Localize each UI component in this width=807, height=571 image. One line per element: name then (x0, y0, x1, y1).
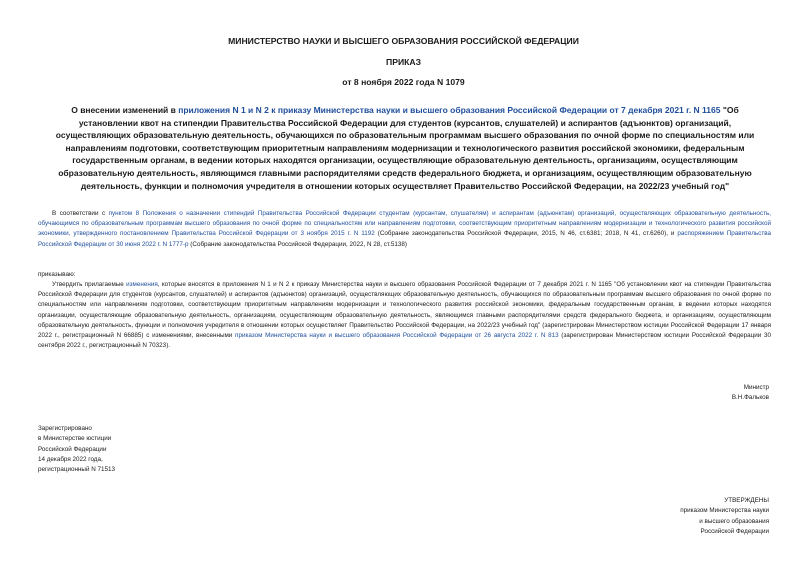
approve-text-2: , которые вносятся в приложения N 1 и N 2 к приказу Министерства науки и высшего образования Российской Федерации от 7 декабря 2021 г. N 1165 "Об установлении квот на стипендии Правительства Российской Федерации для студентов (курсантов, слушателей) и аспирантов (адъюнктов) организаций, осуществляющих образовательную деятельность, обучающихся по образовательным программам высшего образования по очной форме по специальностям или направлениям подготовки, соответствующим приоритетным направлениям модернизации и технологического развития российской экономики, федеральным государственным органам, в ведении которых находятся организации, осуществляющие образовательную деятельность, организациям, осуществляющим образовательную деятельность, являющимся главными распорядителями средств федерального бюджета, и организациям, осуществляющим образовательную деятельность, функции и полномочия учредителя в отношении которых осуществляет Правительство Российской Федерации, на 2022/23 учебный год" (зарегистрирован Министерством юстиции Российской Федерации 17 января 2022 г., регистрационный N 66885) с изменениями, внесенными (38, 281, 771, 340)
basis-text-3: (Собрание законодательства Российской Федерации, 2022, N 28, ст.5138) (188, 240, 407, 248)
basis-paragraph (38, 209, 771, 250)
approve-link-2[interactable]: приказом Министерства науки и высшего образования Российской Федерации от 26 августа 2022 г. N 813 (235, 332, 559, 340)
doc-subject (44, 104, 766, 192)
signature-block (732, 383, 769, 404)
registration-line-5: регистрационный N 71513 (38, 466, 116, 474)
approved-line-3: и высшего образования (699, 517, 769, 525)
basis-text-2: (Собрание законодательства Российской Федерации, 2015, N 46, ст.6381; 2018, N 41, ст.6260), и (374, 230, 678, 238)
doc-type: ПРИКАЗ (386, 57, 421, 67)
registration-line-1: Зарегистрировано (38, 425, 92, 432)
approved-line-2: приказом Министерства науки (680, 507, 769, 515)
approved-line-4: Российской Федерации (700, 527, 769, 535)
subject-link[interactable]: приложения N 1 и N 2 к приказу Министерства науки и высшего образования Российской Федерации от 7 декабря 2021 г. N 1165 (178, 105, 721, 115)
approve-paragraph (38, 280, 771, 351)
approved-line-1: УТВЕРЖДЕНЫ (724, 497, 769, 504)
basis-link-2[interactable]: распоряжением Правительства Российской Федерации от 30 июня 2022 г. N 1777-р (38, 230, 771, 248)
registration-line-2: в Министерстве юстиции (38, 435, 112, 443)
subject-rest: "Об установлении квот на стипендии Правительства Российской Федерации для студентов (курсантов, слушателей) и аспирантов (адъюнктов) организаций, осуществляющих образовательную деятельность, обучающихся по образовательным программам высшего образования по очной форме по специальностям или направлениям подготовки, соответствующим приоритетным направлениям модернизации и технологического развития российской экономики, федеральным государственным органам, в ведении которых находятся организации, осуществляющие образовательную деятельность, организациям, осуществляющим образовательную деятельность, являющимся главными распорядителями средств федерального бюджета, и организациям, осуществляющим образовательную деятельность, функции и полномочия учредителя в отношении которых осуществляет Правительство Российской Федерации, на 2022/23 учебный год" (55, 105, 755, 191)
doc-date-number: от 8 ноября 2022 года N 1079 (342, 77, 465, 87)
ministry-title: МИНИСТЕРСТВО НАУКИ И ВЫСШЕГО ОБРАЗОВАНИЯ РОССИЙСКОЙ ФЕДЕРАЦИИ (228, 36, 579, 46)
subject-prefix: О внесении изменений в (71, 105, 179, 115)
approved-block (680, 496, 769, 537)
signature-title: Министр (743, 384, 769, 391)
approve-text-1: Утвердить прилагаемые (52, 281, 127, 288)
order-word: приказываю: (38, 271, 76, 278)
approve-link-1[interactable]: изменения (126, 281, 158, 288)
basis-link-1[interactable]: пунктом 8 Положения о назначении стипендий Правительства Российской Федерации студентам (курсантам, слушателям) и аспирантам (адъюнктам) организаций, осуществляющих образовательную деятельность, обучающимся по образовательным программам высшего образования по очной форме по специальностям или направлениям подготовки, соответствующим приоритетным направлениям модернизации и технологического развития российской экономики, утвержденного постановлением Правительства Российской Федерации от 3 ноября 2015 г. N 1192 (38, 210, 771, 238)
registration-line-4: 14 декабря 2022 года, (38, 455, 103, 463)
registration-line-3: Российской Федерации (38, 445, 107, 453)
registration-block (38, 424, 115, 475)
approve-text-3: (зарегистрирован Министерством юстиции Российской Федерации 30 сентября 2022 г., регистрационный N 70323). (38, 332, 771, 350)
signature-name: В.Н.Фальков (731, 394, 769, 402)
basis-text-1: В соответствии с (52, 210, 109, 217)
